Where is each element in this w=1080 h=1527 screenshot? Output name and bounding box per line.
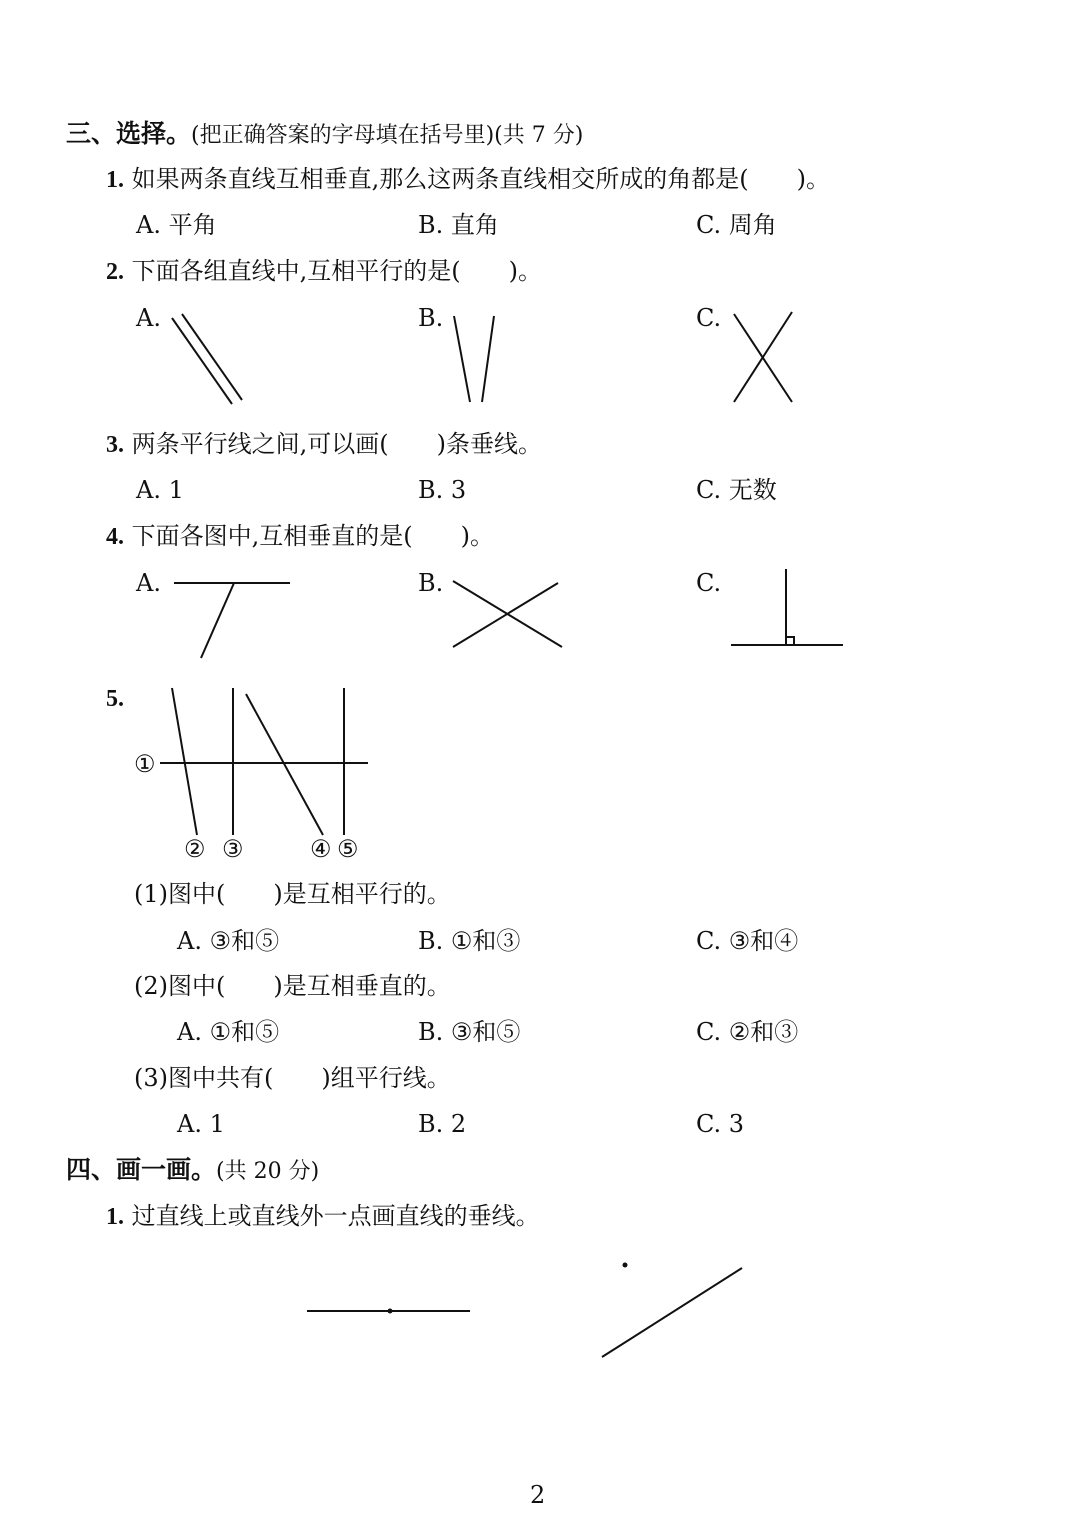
q2-text: 下面各组直线中,互相平行的是( )。: [131, 257, 542, 285]
s4-q1-text: 过直线上或直线外一点画直线的垂线。: [131, 1202, 540, 1230]
s4-point-off-line: [623, 1263, 628, 1268]
q5-label-5: ⑤: [337, 835, 359, 863]
q5-sub1-text: (1)图中( )是互相平行的。: [134, 880, 451, 908]
q2-label-c: C.: [696, 304, 722, 332]
q3-option-b: B. 3: [418, 476, 467, 504]
q5-number: 5.: [106, 686, 124, 712]
q5-sub3-option-b: B. 2: [418, 1110, 467, 1138]
q1-number: 1.: [106, 167, 124, 193]
q4-label-a: A.: [136, 569, 161, 597]
q2-label-b: B.: [418, 304, 444, 332]
s4-figure-point-on-line: [307, 1309, 470, 1314]
q1-option-a: A. 平角: [136, 211, 217, 239]
section4-heading: 四、画一画。(共 20 分): [66, 1155, 320, 1184]
q5-sub2-option-c: C. ②和③: [696, 1018, 799, 1046]
q1-option-c: C. 周角: [696, 211, 777, 239]
q1-option-b: B. 直角: [418, 211, 499, 239]
q3-text: 两条平行线之间,可以画( )条垂线。: [131, 430, 542, 458]
q5-sub1-option-c: C. ③和④: [696, 927, 799, 955]
q1-text: 如果两条直线互相垂直,那么这两条直线相交所成的角都是( )。: [131, 165, 830, 193]
q3-option-c: C. 无数: [696, 476, 777, 504]
q5-label-1: ①: [134, 750, 156, 778]
q4-label-c: C.: [696, 569, 722, 597]
s4-q1-number: 1.: [106, 1204, 124, 1230]
q5-sub3-text: (3)图中共有( )组平行线。: [134, 1064, 451, 1092]
section3-note: (把正确答案的字母填在括号里)(共 7 分): [191, 123, 584, 148]
q5-sub2-option-a: A. ①和⑤: [177, 1018, 280, 1046]
q5-label-4: ④: [310, 835, 332, 863]
section4-note: (共 20 分): [216, 1159, 320, 1184]
s4-point-on-line: [388, 1309, 393, 1314]
q5-sub1-option-b: B. ①和③: [418, 927, 521, 955]
q5-label-3: ③: [222, 835, 244, 863]
q2-label-a: A.: [136, 304, 161, 332]
section3-heading: 三、选择。(把正确答案的字母填在括号里)(共 7 分): [66, 119, 584, 148]
q3-option-a: A. 1: [136, 476, 184, 504]
q3-number: 3.: [106, 432, 124, 458]
q5-sub2-text: (2)图中( )是互相垂直的。: [134, 972, 451, 1000]
q5-label-2: ②: [184, 835, 206, 863]
s4-figure-point-off-line: [602, 1263, 742, 1358]
page-number: 2: [530, 1481, 546, 1509]
q2-number: 2.: [106, 259, 124, 285]
q4-text: 下面各图中,互相垂直的是( )。: [131, 522, 494, 550]
q5-sub2-option-b: B. ③和⑤: [418, 1018, 521, 1046]
q4-number: 4.: [106, 524, 124, 550]
q5-sub3-option-c: C. 3: [696, 1110, 745, 1138]
q5-sub1-option-a: A. ③和⑤: [177, 927, 280, 955]
q4-label-b: B.: [418, 569, 444, 597]
q5-sub3-option-a: A. 1: [177, 1110, 225, 1138]
